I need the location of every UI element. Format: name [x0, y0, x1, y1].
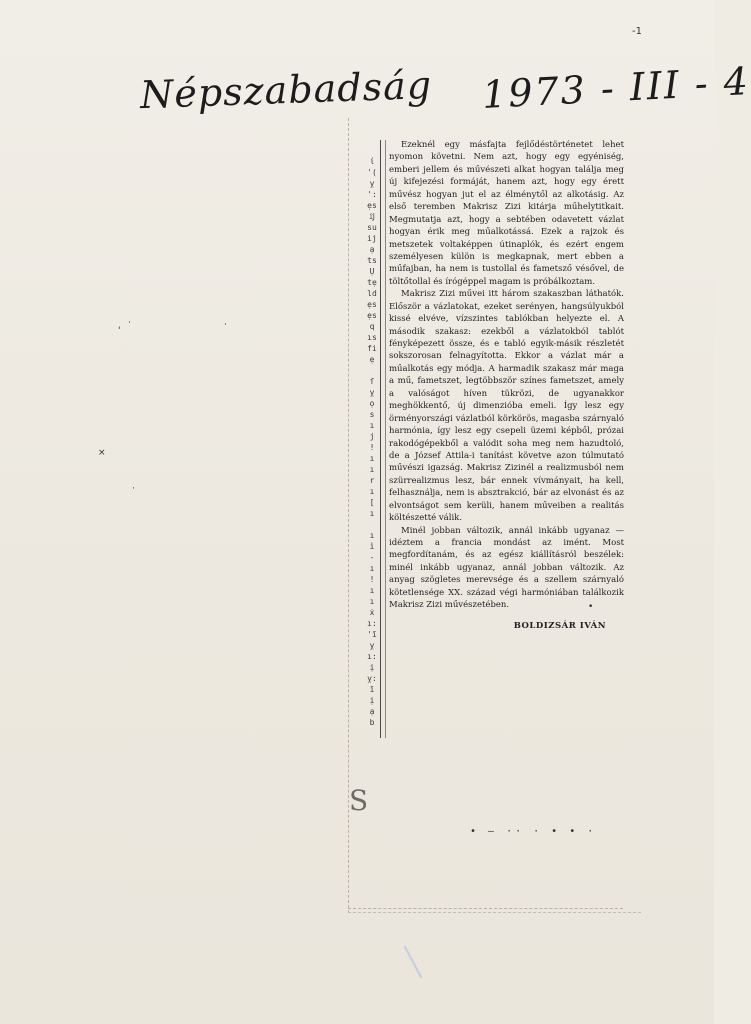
- cut-column-glyph: ẹs: [367, 300, 377, 309]
- cut-column-glyph: !: [369, 575, 375, 584]
- speck: ·: [128, 318, 131, 328]
- cut-column-glyph: j: [369, 432, 375, 441]
- article-paragraph-3: Minél jobban változik, annál inkább ugyanaz — idéztem a francia mondást az imént. Most megfordítanám, és az egész kiállításról beszélek: minél inkább ugyanaz, annál jobban változik. Az anyag szögletes merevsége és a szellem szárnyaló kötetlensége XX. század végi harmóniában találkozik Makrisz Zizi művészetében.: [389, 525, 624, 611]
- column-rule-secondary: [385, 140, 386, 738]
- cut-column-glyph: r: [369, 476, 375, 485]
- cut-column-glyph: ı: [369, 586, 375, 595]
- cut-column-glyph: ı: [369, 454, 375, 463]
- cut-column-glyph: ı: [369, 509, 375, 518]
- cut-column-glyph: su: [367, 223, 377, 232]
- cut-column-glyph: ı: [369, 487, 375, 496]
- column-rule: [380, 140, 381, 738]
- cut-column-glyph: ':: [367, 190, 377, 199]
- cut-column-glyph: ld: [367, 289, 377, 298]
- cut-column-glyph: ı: [369, 531, 375, 540]
- cut-column-glyph: ỵ: [369, 179, 375, 188]
- cut-column-glyph: ı: [369, 597, 375, 606]
- cut-column-glyph: ı:: [367, 652, 377, 661]
- cut-column-glyph: ẋ: [369, 608, 375, 617]
- faint-pencil-mark: [404, 946, 423, 979]
- cut-column-glyph: ts: [367, 256, 377, 265]
- cut-column-glyph: [: [369, 498, 375, 507]
- handwritten-newspaper-name: Népszabadság: [139, 62, 433, 118]
- cut-column-glyph: ị: [369, 696, 375, 705]
- cut-column-glyph: ì: [369, 542, 375, 551]
- cut-column-glyph: ı:: [367, 619, 377, 628]
- cut-column-glyph: s: [369, 410, 375, 419]
- speck: ×: [98, 448, 106, 458]
- cut-column-glyph: ẹs: [367, 311, 377, 320]
- corner-mark: -1: [632, 26, 642, 37]
- fold-line: [348, 908, 623, 909]
- cut-column-glyph: ĩ: [369, 685, 375, 694]
- cut-column-glyph: ạ: [369, 707, 375, 716]
- cut-column-glyph: ẹ: [369, 355, 375, 364]
- cut-column-glyph: ĳ: [369, 212, 375, 221]
- cut-column-glyph: q: [369, 322, 375, 331]
- cut-column-glyph: ı: [369, 564, 375, 573]
- cut-column-glyph: ij: [367, 234, 377, 243]
- cut-column-glyph: Ụ: [369, 267, 375, 276]
- cut-column-glyph: ỵ:: [367, 674, 377, 683]
- cut-column-glyph: ı: [369, 465, 375, 474]
- article-paragraph-1: Ezeknél egy másfajta fejlődéstörténetet lehet nyomon követni. Nem azt, hogy egy egyéniség, emberi jellem és művészeti alkat hogyan találja meg új kifejezési formáját, hanem azt, hogy egy érett művész hogyan jut el az élménytől az alkotásig. Az első teremben Makrisz Zizi kitárja műhelytitkait. Megmutatja azt, hogy a sebtében odavetett vázlat hogyan érik meg műalkotássá. Ezek a rajzok és metszetek voltaképpen útinaplók, és ezért engem személyesen külön is megkapnak, mert ebben a műfajban, ha nem is tustollal és fametsző vésővel, de töltőtollal és írógéppel magam is próbálkoztam.: [389, 140, 624, 287]
- cut-column-glyph: '(: [367, 168, 377, 177]
- cut-column-glyph: ọ: [369, 399, 375, 408]
- cut-column-glyph: !: [369, 443, 375, 452]
- cut-column-glyph: [364, 365, 380, 376]
- partial-headline-glyph: S: [349, 784, 369, 817]
- cut-column-glyph: -: [369, 553, 375, 562]
- article-author: BOLDIZSÁR IVÁN: [513, 620, 606, 631]
- speck: ·: [132, 484, 135, 494]
- bottom-print-marks: • — ·· · • • ·: [470, 826, 597, 837]
- handwritten-date: 1973 - III - 4: [481, 59, 751, 117]
- speck: •: [588, 602, 594, 612]
- cut-column-glyph: ẹs: [367, 201, 377, 210]
- cut-column-glyph: ỵ: [369, 641, 375, 650]
- speck: ·: [224, 320, 227, 330]
- cut-column-glyph: ſ: [369, 377, 375, 386]
- article-paragraph-2: Makrisz Zizi művei itt három szakaszban láthatók. Először a vázlatokat, ezeket serényen, hangsúlyukból kissé elvéve, vízszintes tablókban helyezte el. A második szakasz: ezekből a vázlatokból tablót fényképezett össze, és e tabló egyik-másik részletét sokszorosan felnagyította. Ekkor a vázlat már a műalkotás egy módja. A harmadik szakasz már maga a mű, fametszet, legtöbbször színes fametszet, amely a valóságot híven tükrözi, de ugyanakkor meghökkentő, új dimenzióba emeli. Így lesz egy örményországi vázlatból körkörös, magasba szárnyaló harmónia, így lesz egy csepeli üzemi képből, prózai rakodógépekből a valódit soha meg nem hazudtoló, de a József Attila-i tanítást követve azon túlmutató művészi igazság. Makrisz Zizinél a realizmusból nem szürrealizmus lesz, bár ennek vívmányait, ha kell, felhasználja, nem is absztrakció, bár az elvonást és az elvontságot sem kerüli, hanem műveiben a realitás költészetté válik.: [389, 289, 624, 524]
- cut-column-fragment: [364, 156, 380, 728]
- cut-column-glyph: 'ĩ: [367, 630, 377, 639]
- cut-column-glyph: ạ: [369, 245, 375, 254]
- cut-column-glyph: ί: [369, 157, 375, 166]
- cut-column-glyph: fi: [367, 344, 377, 353]
- cut-column-glyph: ı: [369, 421, 375, 430]
- cut-column-glyph: [364, 519, 380, 530]
- cut-column-glyph: tẹ: [367, 278, 377, 287]
- article-column: [389, 139, 624, 632]
- speck: ': [118, 326, 121, 336]
- cut-column-glyph: b: [369, 718, 375, 727]
- cut-column-glyph: ị: [369, 663, 375, 672]
- cut-column-glyph: ıs: [367, 333, 377, 342]
- cut-column-glyph: ỵ: [369, 388, 375, 397]
